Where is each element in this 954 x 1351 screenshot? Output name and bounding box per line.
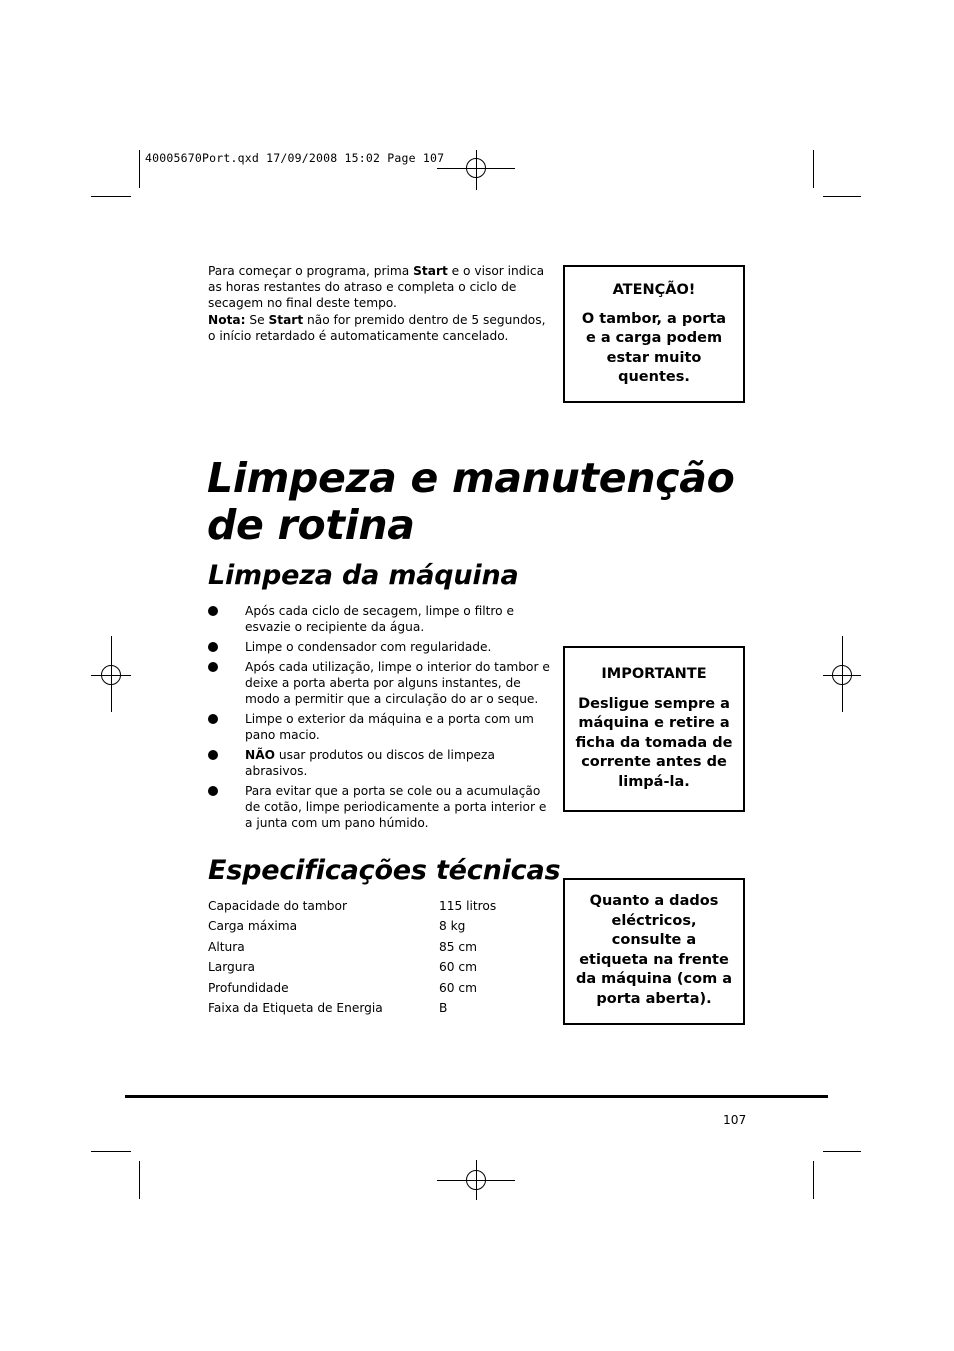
crop-mark xyxy=(813,150,814,188)
crop-mark xyxy=(823,1151,861,1152)
list-item: Após cada utilização, limpe o interior do tambor e deixe a porta aberta por alguns instantes, de modo a permitir que a circulação do ar o seque. xyxy=(208,659,554,707)
bullet-icon xyxy=(208,714,218,724)
crop-mark xyxy=(139,150,140,188)
list-item: Limpe o exterior da máquina e a porta com um pano macio. xyxy=(208,711,554,743)
intro-paragraph: Para começar o programa, prima Start e o visor indica as horas restantes do atraso e completa o ciclo de secagem no final deste tempo. xyxy=(208,264,545,310)
bullet-icon xyxy=(208,750,218,760)
bullet-icon xyxy=(208,786,218,796)
list-item: Para evitar que a porta se cole ou a acumulação de cotão, limpe periodicamente a porta interior e a junta com um pano húmido. xyxy=(208,783,554,831)
bullet-icon xyxy=(208,642,218,652)
electrical-text: Quanto a dados eléctricos, consulte a etiqueta na frente da máquina (com a porta aberta). xyxy=(575,893,733,1007)
registration-circle-icon xyxy=(466,158,486,178)
crop-mark xyxy=(139,1161,140,1199)
electrical-box xyxy=(563,878,745,1025)
list-item: Após cada ciclo de secagem, limpe o filtro e esvazie o recipiente da água. xyxy=(208,603,554,635)
attention-heading: ATENÇÃO! xyxy=(612,282,696,298)
registration-circle-icon xyxy=(466,1170,486,1190)
table-row: Largura 60 cm xyxy=(208,960,477,975)
crop-mark xyxy=(91,1151,131,1152)
page-number: 107 xyxy=(723,1113,747,1127)
section-heading-specs: Especificações técnicas xyxy=(208,855,561,886)
important-text: Desligue sempre a máquina e retire a ficha da tomada de corrente antes de limpá-la. xyxy=(575,695,733,790)
bullet-icon xyxy=(208,606,218,616)
table-row: Profundidade 60 cm xyxy=(208,980,477,995)
print-slug: 40005670Port.qxd 17/09/2008 15:02 Page 107 xyxy=(145,151,445,165)
registration-circle-icon xyxy=(832,665,852,685)
list-item: NÃO usar produtos ou discos de limpeza abrasivos. xyxy=(208,747,554,779)
intro-text xyxy=(208,263,554,345)
crop-mark xyxy=(91,196,131,197)
cleaning-list xyxy=(208,603,554,835)
footer-rule xyxy=(125,1095,828,1098)
important-heading: IMPORTANTE xyxy=(601,666,707,682)
table-row: Capacidade do tambor 115 litros xyxy=(208,899,497,913)
attention-box xyxy=(563,265,745,403)
crop-mark xyxy=(813,1161,814,1199)
table-row: Altura 85 cm xyxy=(208,939,477,954)
intro-note: Nota: Se Start não for premido dentro de 5 segundos, o início retardado é automaticamente cancelado. xyxy=(208,313,546,343)
attention-text: O tambor, a porta e a carga podem estar muito quentes. xyxy=(581,310,727,385)
registration-circle-icon xyxy=(101,665,121,685)
page-title: Limpeza e manutenção de rotina xyxy=(207,454,735,549)
list-item: Limpe o condensador com regularidade. xyxy=(208,639,554,655)
table-row: Carga máxima 8 kg xyxy=(208,919,466,934)
specs-table xyxy=(208,898,554,1020)
section-heading-cleaning: Limpeza da máquina xyxy=(208,560,519,591)
important-box xyxy=(563,646,745,812)
crop-mark xyxy=(823,196,861,197)
table-row: Faixa da Etiqueta de Energia B xyxy=(208,1000,448,1015)
bullet-icon xyxy=(208,662,218,672)
